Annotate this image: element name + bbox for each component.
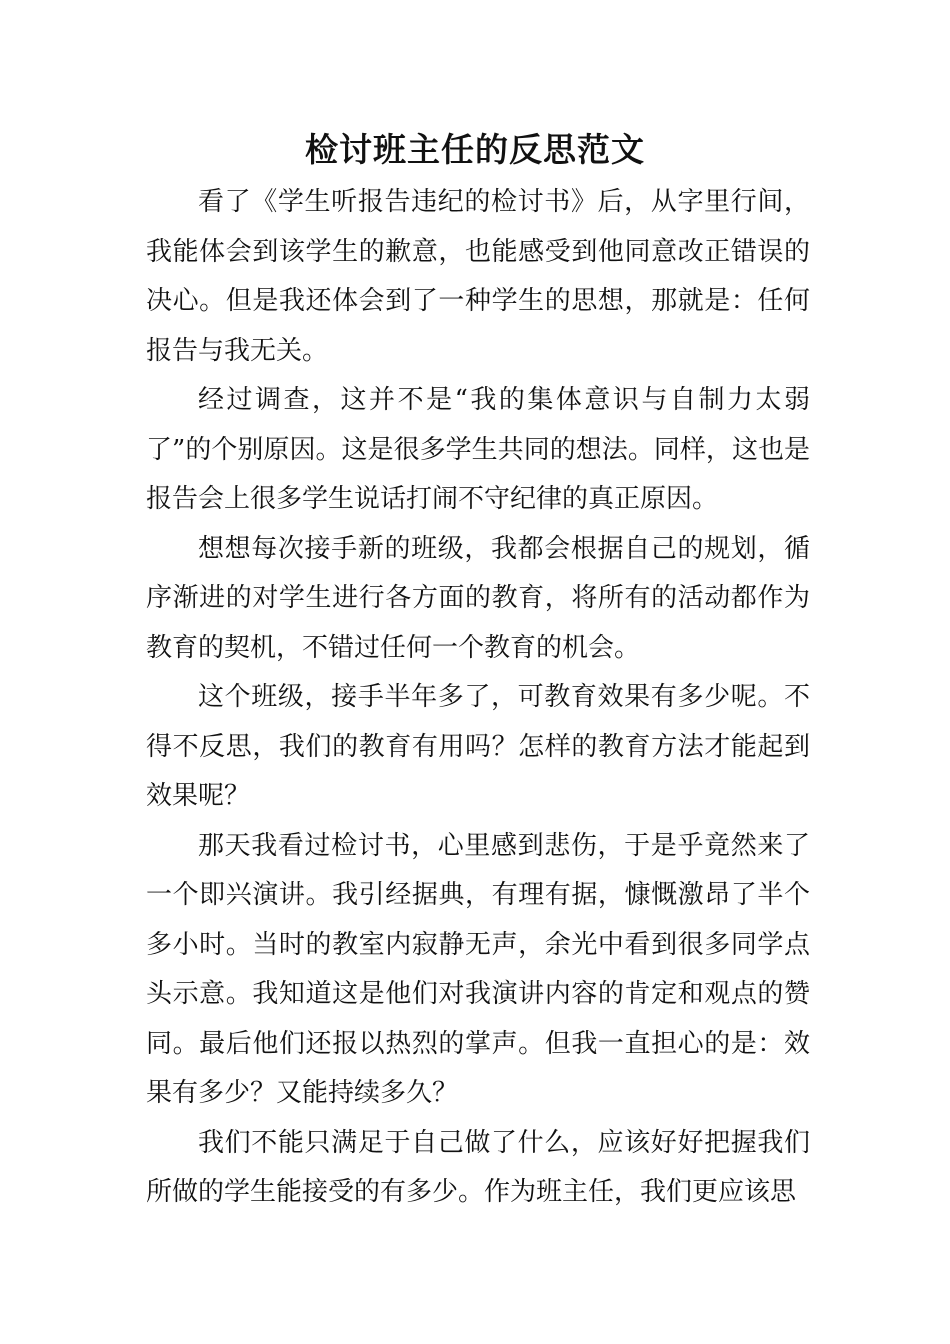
- paragraph-4: 这个班级，接手半年多了，可教育效果有多少呢。不得不反思，我们的教育有用吗？怎样的教育方法才能起到效果呢？: [146, 682, 810, 811]
- paragraph-5: 那天我看过检讨书，心里感到悲伤，于是乎竟然来了一个即兴演讲。我引经据典，有理有据，慷慨激昂了半个多小时。当时的教室内寂静无声，余光中看到很多同学点头示意。我知道这是他们对我演讲内容的肯定和观点的赞同。最后他们还报以热烈的掌声。但我一直担心的是：效果有多少？又能持续多久？: [146, 830, 810, 1108]
- paragraph-6: 我们不能只满足于自己做了什么，应该好好把握我们所做的学生能接受的有多少。作为班主任，我们更应该思: [146, 1127, 810, 1207]
- document-title: 检讨班主任的反思范文: [305, 130, 645, 169]
- document-body: [146, 178, 810, 1218]
- paragraph-3: 想想每次接手新的班级，我都会根据自己的规划，循序渐进的对学生进行各方面的教育，将所有的活动都作为教育的契机，不错过任何一个教育的机会。: [146, 533, 810, 663]
- paragraph-2: 经过调查，这并不是“我的集体意识与自制力太弱了”的个别原因。这是很多学生共同的想法。同样，这也是报告会上很多学生说话打闹不守纪律的真正原因。: [146, 385, 810, 514]
- paragraph-1: 看了《学生听报告违纪的检讨书》后，从字里行间，我能体会到该学生的歉意，也能感受到他同意改正错误的决心。但是我还体会到了一种学生的思想，那就是：任何报告与我无关。: [146, 187, 810, 366]
